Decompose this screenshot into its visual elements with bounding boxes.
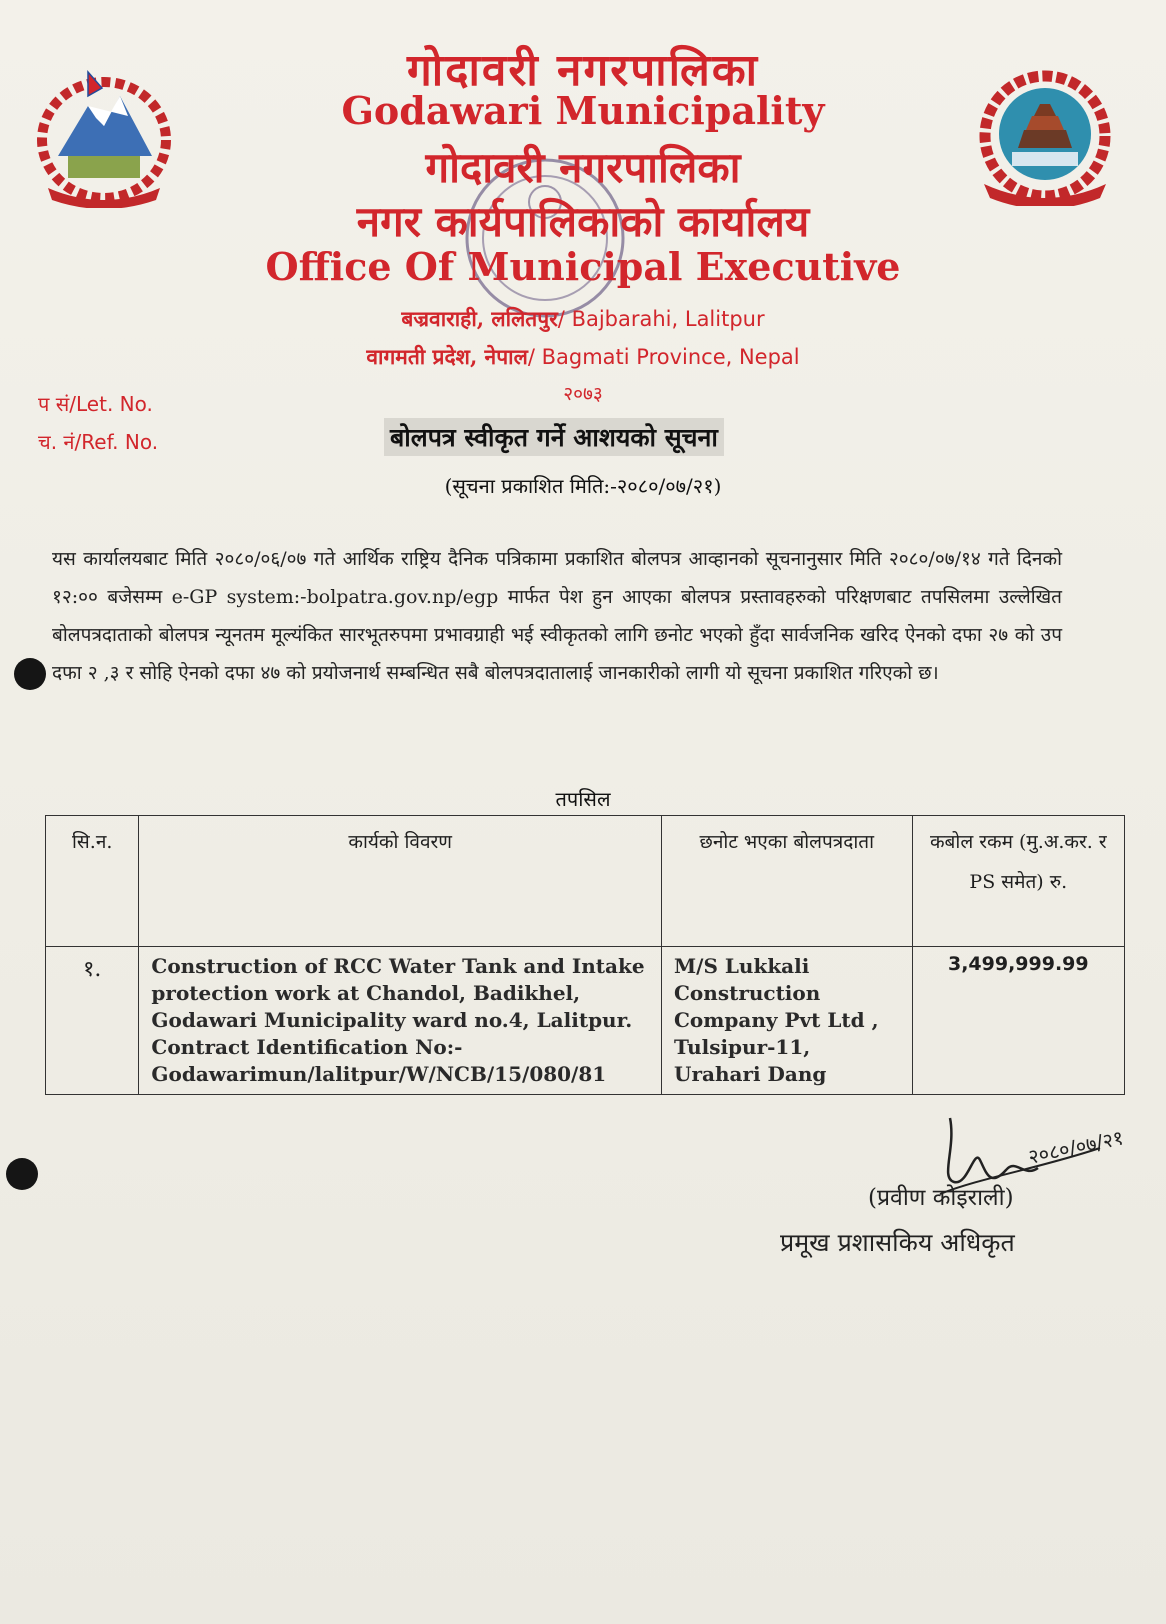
table-header-row [46, 816, 1125, 947]
svg-text:२०८०/०७/२१: २०८०/०७/२१ [1026, 1125, 1126, 1169]
notice-subject: बोलपत्र स्वीकृत गर्ने आशयको सूचना [384, 418, 724, 456]
address-line-1: बज्रवाराही, ललितपुर/ Bajbarahi, Lalitpur [401, 306, 765, 331]
published-date: (सूचना प्रकाशित मिति:-२०८०/०७/२१) [444, 474, 722, 498]
signatory-name: (प्रवीण कोइराली) [868, 1185, 1014, 1211]
office-name-english: Office Of Municipal Executive [265, 244, 901, 289]
letter-number-label: प सं/Let. No. [38, 392, 153, 416]
cell-amount: 3,499,999.99 [912, 947, 1124, 1095]
header-work-description: कार्यको विवरण [139, 816, 662, 947]
header-serial: सि.न. [46, 816, 139, 947]
header-selected-bidder: छनोट भएका बोलपत्रदाता [662, 816, 913, 947]
cell-serial: १. [46, 947, 139, 1095]
table-row [46, 947, 1125, 1095]
cell-bidder: M/S Lukkali Construction Company Pvt Ltd , Tulsipur-11, Urahari Dang [662, 947, 913, 1095]
office-name-nepali: नगर कार्यपालिकाको कार्यालय [356, 197, 810, 246]
municipality-name-english: Godawari Municipality [341, 88, 825, 133]
header-quoted-amount: कबोल रकम (मु.अ.कर. र PS समेत) रु. [912, 816, 1124, 947]
punch-hole [6, 1158, 38, 1190]
works-table [45, 815, 1125, 1095]
notice-body: यस कार्यालयबाट मिति २०८०/०६/०७ गते आर्थिक राष्ट्रिय दैनिक पत्रिकामा प्रकाशित बोलपत्र आव्हानको सूचनानुसार मिति २०८०/०७/१४ गते दिनको १२:०० बजेसम्म e-GP system:-bolpatra.gov.np/egp मार्फत पेश हुन आएका बोलपत्र प्रस्तावहरुको परिक्षणबाट तपसिलमा उल्लेखित बोलपत्रदाताको बोलपत्र न्यूनतम मूल्यंकित सारभूतरुपमा प्रभावग्राही भई स्वीकृतको लागि छनोट भएको हुँदा सार्वजनिक खरिद ऐनको दफा २७ को उप दफा २ ,३ र सोहि ऐनको दफा ४७ को प्रयोजनार्थ सम्बन्धित सबै बोलपत्रदातालाई जानकारीको लागी यो सूचना प्रकाशित गरिएको छ। [52, 548, 1062, 684]
municipality-name-nepali: गोदावरी नगरपालिका [406, 45, 760, 96]
signatory-title: प्रमूख प्रशासकिय अधिकृत [780, 1228, 1015, 1257]
established-year: २०७३ [563, 383, 603, 405]
punch-hole [14, 658, 46, 690]
reference-number-label: च. नं/Ref. No. [38, 430, 159, 454]
cell-description: Construction of RCC Water Tank and Intake protection work at Chandol, Badikhel, Godawari Municipality ward no.4, Lalitpur. Contract Identification No:- Godawarimun/lalitpur/W/NCB/15/080/81 [139, 947, 662, 1095]
schedule-title: तपसिल [555, 787, 611, 811]
municipality-name-newari: गोदावरी नगरपालिका [425, 143, 741, 192]
address-line-2: वागमती प्रदेश, नेपाल/ Bagmati Province, Nepal [366, 344, 800, 369]
